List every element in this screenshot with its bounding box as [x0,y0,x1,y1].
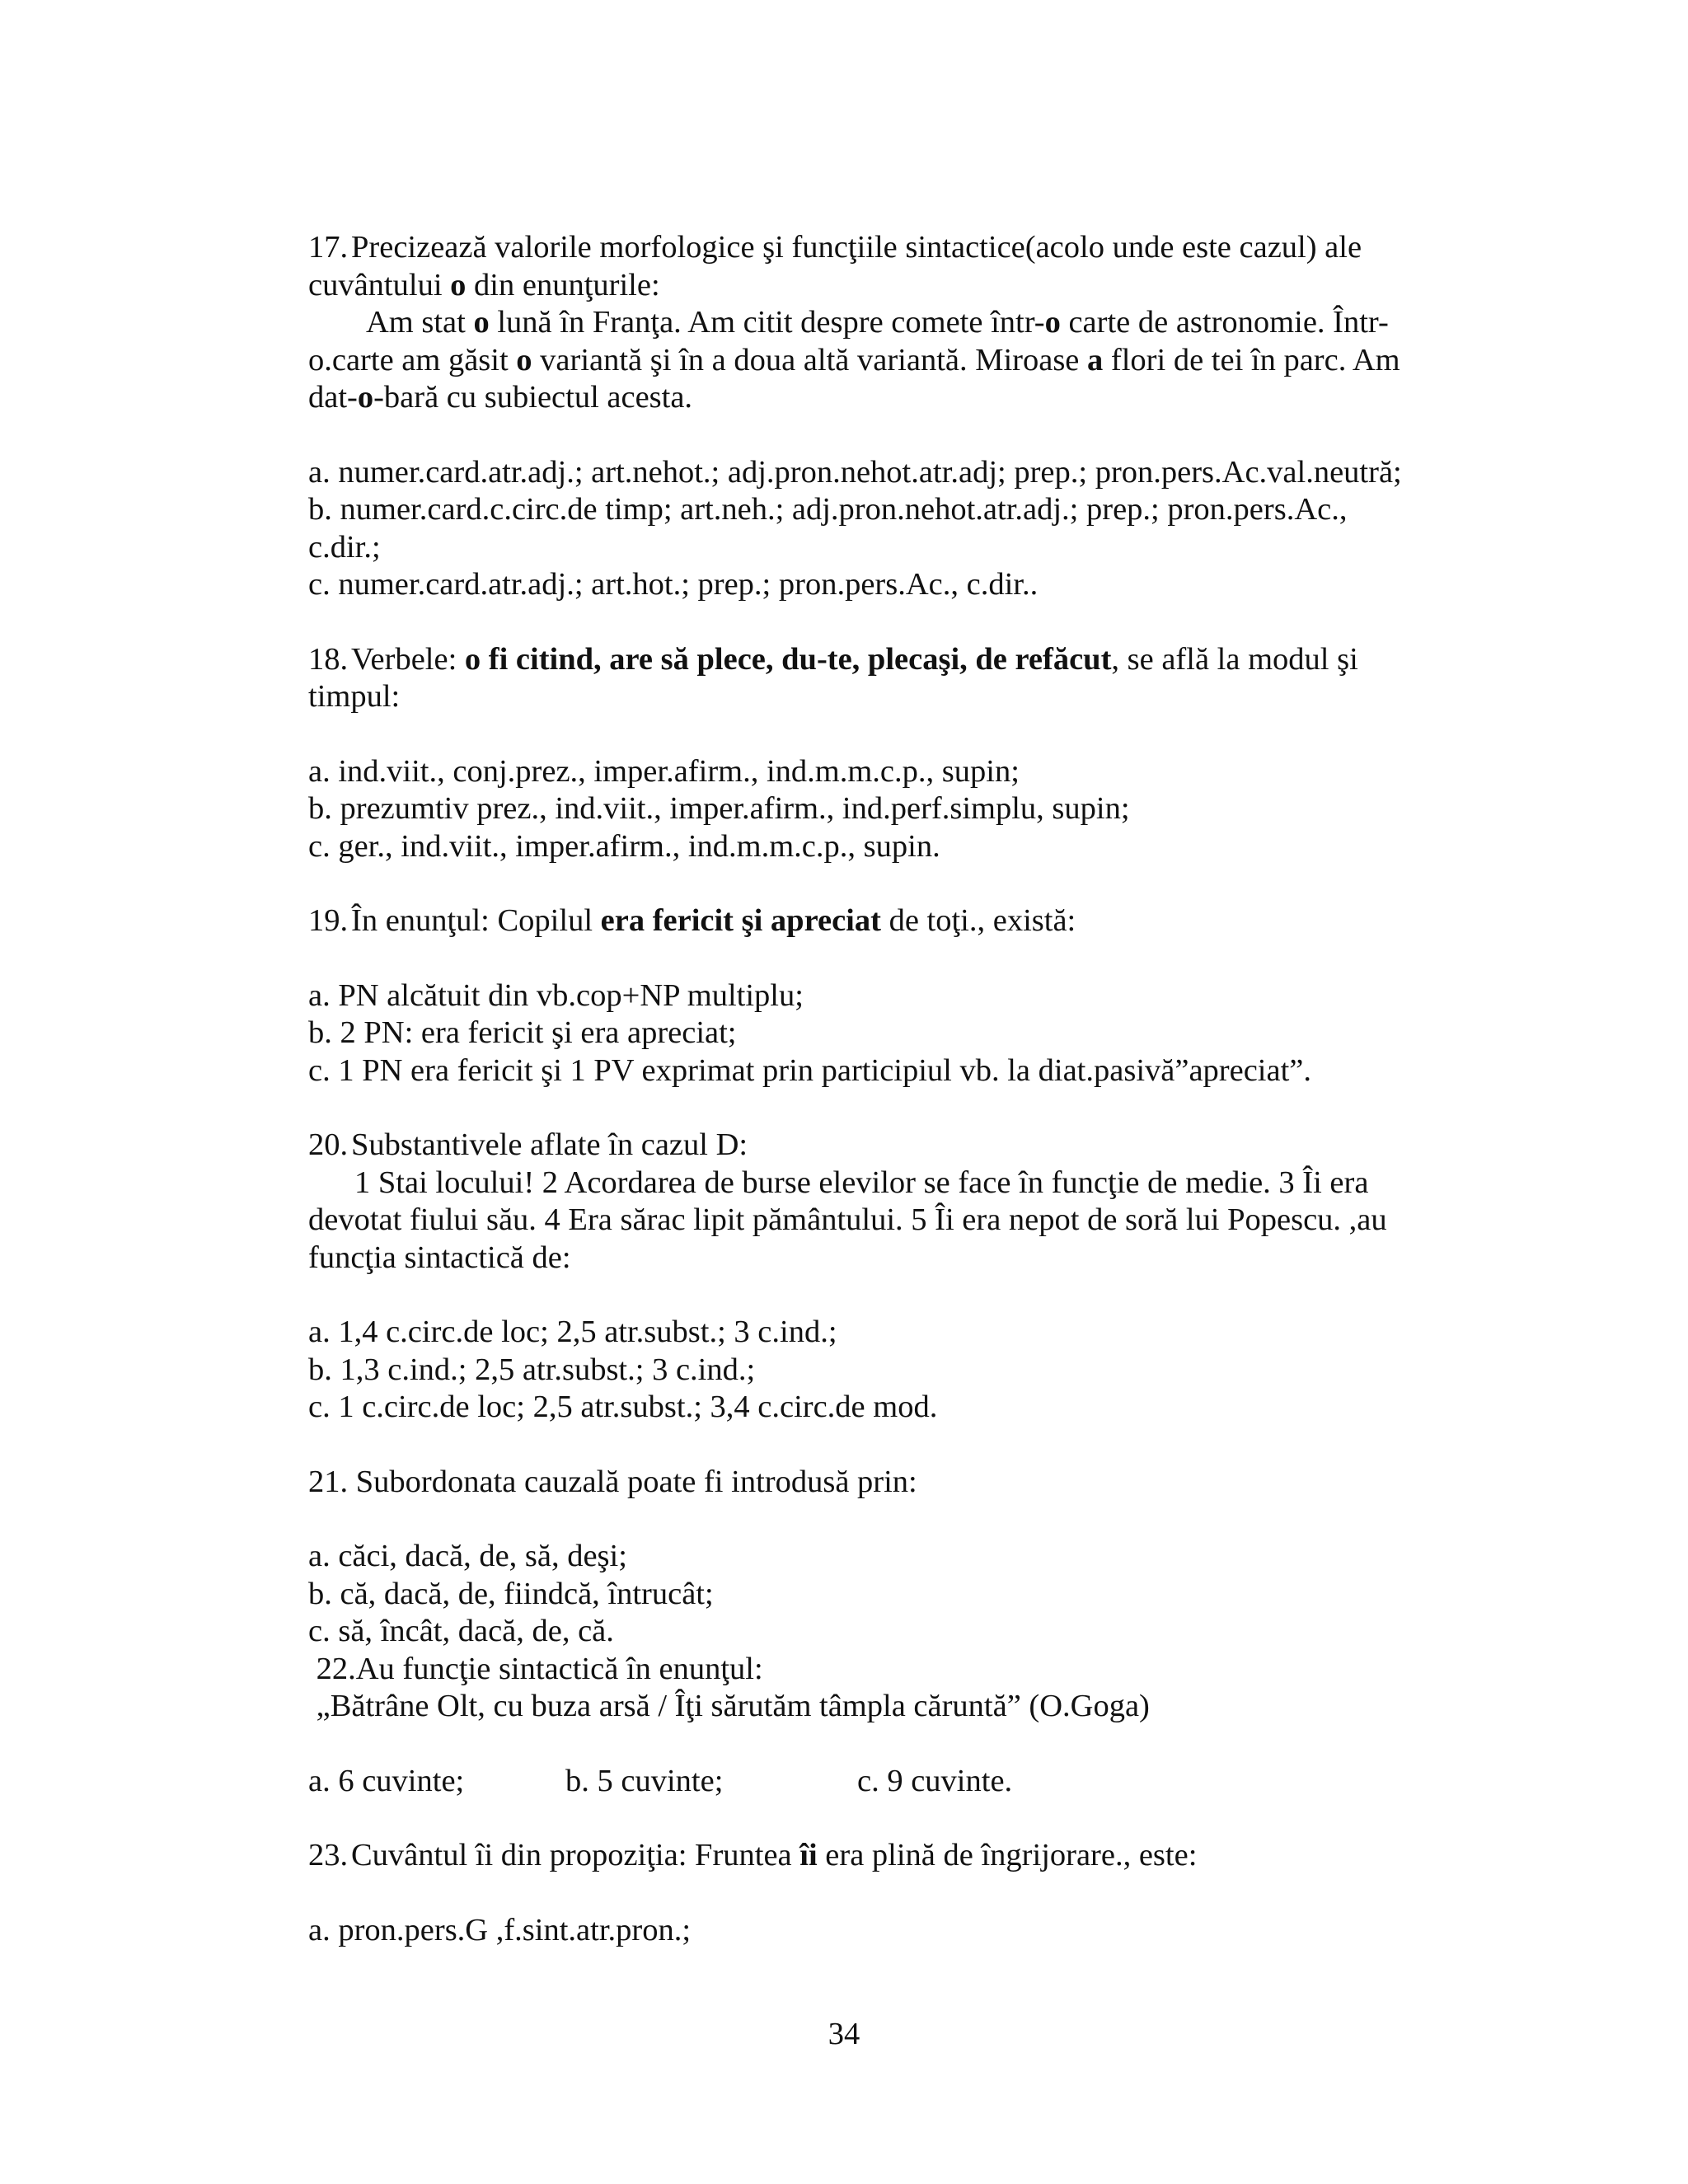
q17-example-line1 [308,304,1470,342]
q18-lead: Verbele: [351,641,465,677]
q19-bold: era fericit şi apreciat [600,903,881,938]
q18-stem [308,641,1470,679]
q20-example-line1: 1 Stai locului! 2 Acordarea de burse elevilor se face în funcţie de medie. 3 Îi era [354,1165,1369,1200]
q17-ex-p2: lună în Franţa. Am citit despre comete într- [489,305,1045,340]
spacer [308,716,1470,753]
q17-example-line3 [308,379,1470,417]
q17-ex-b4: a [1087,342,1104,377]
q23-bold: îi [799,1838,818,1872]
q19-option-c: c. 1 PN era fericit şi 1 PV exprimat prin participiul vb. la diat.pasivă”apreciat”. [308,1052,1311,1088]
q22-quote: „Bătrâne Olt, cu buza arsă / Îţi sărutăm tâmpla căruntă” (O.Goga) [308,1689,1150,1723]
q23-tail: era plină de îngrijorare., este: [817,1838,1198,1872]
q17-number: 17. [308,230,349,265]
q22-stem: 22.Au funcţie sintactică în enunţul: [308,1651,763,1686]
q17-option-b: b. numer.card.c.circ.de timp; art.neh.; adj.pron.nehot.atr.adj.; prep.; pron.pers.Ac., [308,492,1348,527]
q19-option-a: a. PN alcătuit din vb.cop+NP multiplu; [308,977,804,1013]
spacer [308,1726,1470,1763]
question-22 [308,1651,1470,1801]
q21-option-b: b. că, dacă, de, fiindcă, întrucât; [308,1576,714,1611]
q21-option-c: c. să, încât, dacă, de, că. [308,1614,614,1648]
q18-bold: o fi citind, are să plece, du-te, plecaşi, de refăcut [464,641,1112,677]
q17-option-c: c. numer.card.atr.adj.; art.hot.; prep.; pron.pers.Ac., c.dir.. [308,567,1039,602]
spacer [308,1090,1470,1127]
q17-ex-p3: carte de astronomie. Într- [1060,305,1389,340]
spacer [308,940,1470,977]
q19-number: 19. [308,903,349,938]
q17-intro-2: cuvântului [308,267,443,302]
q21-stem: 21. Subordonata cauzală poate fi introdusă prin: [308,1464,917,1499]
q20-option-a: a. 1,4 c.circ.de loc; 2,5 atr.subst.; 3 c.ind.; [308,1315,837,1349]
q20-option-c: c. 1 c.circ.de loc; 2,5 atr.subst.; 3,4 c.circ.de mod. [308,1390,938,1424]
q23-stem [308,1837,1470,1875]
q17-intro-line2 [308,267,1470,305]
q22-option-a: a. 6 cuvinte; [308,1763,465,1798]
question-19 [308,902,1470,1090]
q17-ex-b1: o [473,305,490,340]
q17-ex-p5: variantă şi în a doua altă variantă. Miroase [532,342,1088,377]
q19-stem [308,902,1470,940]
q20-example-line3: funcţia sintactică de: [308,1240,571,1275]
q17-option-b-cont: c.dir.; [308,529,381,565]
spacer [308,417,1470,454]
spacer [308,1427,1470,1464]
q17-ex-p6: flori de tei în parc. Am [1103,342,1400,377]
q17-ex-b3: o [516,342,532,377]
q17-ex-p8: -bară cu subiectul acesta. [373,380,693,415]
q17-ex-p4: o.carte am găsit [308,342,517,377]
spacer [308,1501,1470,1538]
page-number: 34 [828,2017,860,2051]
q22-options-row [308,1763,1470,1801]
q17-intro-bold: o [450,267,467,302]
q18-option-a: a. ind.viit., conj.prez., imper.afirm., ind.m.m.c.p., supin; [308,753,1020,789]
question-21 [308,1464,1470,1651]
question-18 [308,641,1470,866]
spacer [308,1800,1470,1837]
q17-ex-p7: dat- [308,380,358,415]
q17-ex-b2: o [1044,305,1061,340]
q22-option-c: c. 9 cuvinte. [857,1763,1013,1798]
q18-option-c: c. ger., ind.viit., imper.afirm., ind.m.m.c.p., supin. [308,828,940,864]
q17-ex-b5: o [357,380,374,415]
q18-number: 18. [308,641,349,677]
q20-number: 20. [308,1127,349,1162]
question-17 [308,229,1470,604]
q21-option-a: a. căci, dacă, de, să, deşi; [308,1539,627,1573]
q20-intro: Substantivele aflate în cazul D: [351,1127,748,1162]
q17-example-line2 [308,342,1470,380]
q22-option-b: b. 5 cuvinte; [565,1763,724,1798]
q23-lead: Cuvântul îi din propoziţia: Fruntea [351,1838,800,1872]
spacer [308,1875,1470,1912]
q18-tail: , se află la modul şi [1111,641,1358,677]
q17-option-a: a. numer.card.atr.adj.; art.nehot.; adj.pron.nehot.atr.adj; prep.; pron.pers.Ac.val.neutră; [308,454,1402,490]
q23-number: 23. [308,1838,349,1872]
q17-intro-1: Precizează valorile morfologice şi funcţiile sintactice(acolo unde este cazul) ale [351,230,1362,265]
q19-tail: de toţi., există: [880,903,1076,938]
q20-option-b: b. 1,3 c.ind.; 2,5 atr.subst.; 3 c.ind.; [308,1352,756,1387]
q23-option-a: a. pron.pers.G ,f.sint.atr.pron.; [308,1912,692,1947]
q18-stem-line2: timpul: [308,679,401,714]
q18-option-b: b. prezumtiv prez., ind.viit., imper.afirm., ind.perf.simplu, supin; [308,791,1130,826]
q17-intro-line1 [308,229,1470,267]
q19-option-b: b. 2 PN: era fericit şi era apreciat; [308,1015,737,1050]
spacer [308,1277,1470,1314]
page-content [308,229,1470,1949]
q17-intro-3: din enunţurile: [474,267,660,302]
q19-lead: În enunţul: Copilul [351,903,601,938]
spacer [308,604,1470,641]
question-20 [308,1127,1470,1427]
question-23 [308,1837,1470,1949]
q20-stem [308,1127,1470,1165]
q17-ex-p1: Am stat [366,305,474,340]
q20-example-line2: devotat fiului său. 4 Era sărac lipit pământului. 5 Îi era nepot de soră lui Popescu. ,au [308,1202,1387,1237]
spacer [308,865,1470,902]
